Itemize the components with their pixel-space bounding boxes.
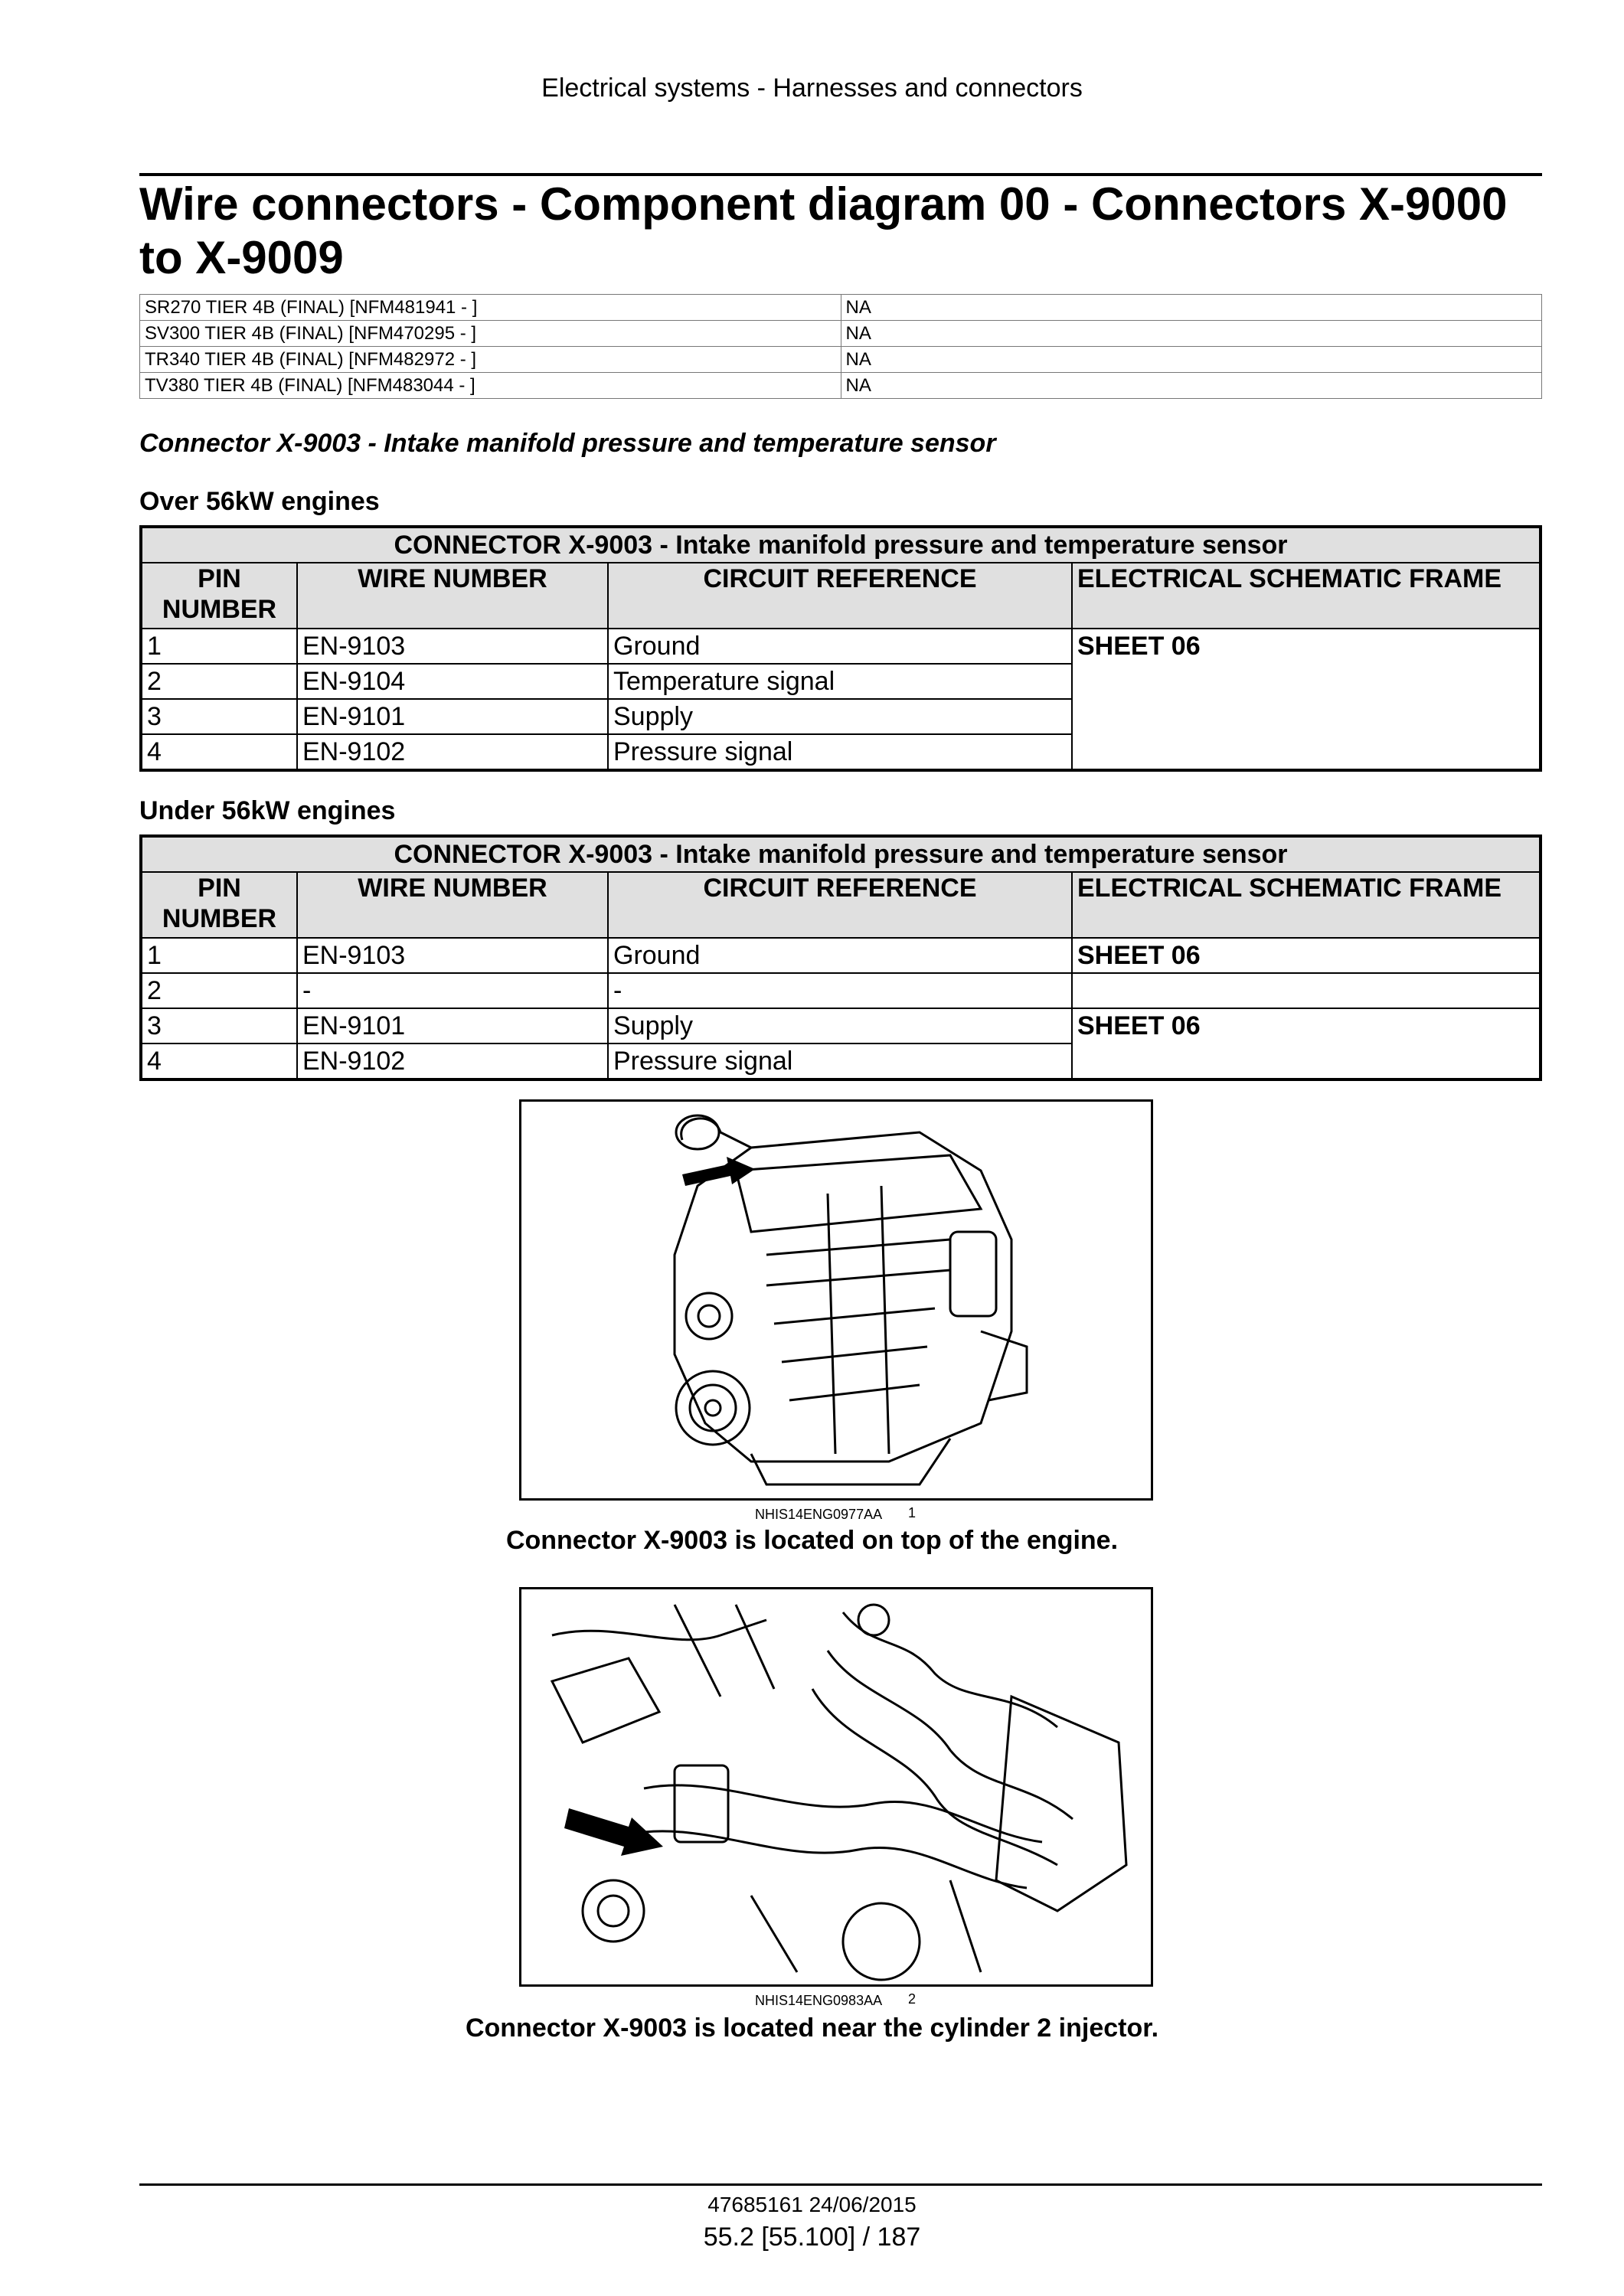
pin-cell: 1 — [141, 938, 297, 973]
table-row — [140, 295, 1542, 321]
injector-illustration — [521, 1589, 1151, 1984]
table-caption-row — [141, 836, 1541, 872]
model-applicability-table — [139, 294, 1542, 399]
figure-number: 1 — [908, 1505, 917, 1520]
model-name: SR270 TIER 4B (FINAL) [NFM481941 - ] — [140, 295, 841, 321]
table-row — [141, 938, 1541, 973]
frame-cell: SHEET 06 — [1072, 629, 1541, 770]
table-row — [141, 629, 1541, 664]
model-name: TV380 TIER 4B (FINAL) [NFM483044 - ] — [140, 373, 841, 399]
footer-doc-reference: 47685161 24/06/2015 — [707, 2193, 917, 2216]
frame-cell: SHEET 06 — [1072, 1008, 1541, 1079]
figure-caption: Connector X-9003 is located on top of the engine. — [505, 1526, 1119, 1555]
footer-rule — [139, 2183, 1542, 2186]
injector-figure — [519, 1587, 1153, 1987]
circuit-cell: Ground — [608, 938, 1072, 973]
page-title: Wire connectors - Component diagram 00 - Connectors X-9000 to X-9009 — [139, 178, 1508, 283]
pin-cell: 4 — [141, 734, 297, 770]
section-title: Connector X-9003 - Intake manifold pressure and temperature sensor — [139, 429, 996, 458]
model-value: NA — [841, 321, 1542, 347]
circuit-cell: Supply — [608, 699, 1072, 734]
wire-cell: EN-9103 — [297, 629, 608, 664]
column-header: ELECTRICAL SCHEMATIC FRAME — [1072, 872, 1541, 938]
pin-cell: 2 — [141, 664, 297, 699]
model-value: NA — [841, 347, 1542, 373]
column-header: PIN NUMBER — [141, 872, 297, 938]
table-row — [140, 321, 1542, 347]
figure-id: NHIS14ENG0977AA — [755, 1507, 883, 1522]
subtitle-under-56kw: Under 56kW engines — [139, 796, 396, 825]
subtitle-over-56kw: Over 56kW engines — [139, 487, 380, 516]
table-row — [141, 1008, 1541, 1043]
wire-cell: EN-9104 — [297, 664, 608, 699]
engine-illustration — [521, 1102, 1151, 1498]
frame-cell: SHEET 06 — [1072, 938, 1541, 973]
table-caption-row — [141, 527, 1541, 563]
connector-table-over-56kw — [139, 525, 1542, 772]
circuit-cell: Ground — [608, 629, 1072, 664]
circuit-cell: Temperature signal — [608, 664, 1072, 699]
pin-cell: 3 — [141, 1008, 297, 1043]
table-caption: CONNECTOR X-9003 - Intake manifold pressure and temperature sensor — [141, 527, 1541, 563]
connector-table-under-56kw — [139, 834, 1542, 1081]
table-row — [140, 373, 1542, 399]
circuit-cell: Pressure signal — [608, 734, 1072, 770]
column-header: PIN NUMBER — [141, 563, 297, 629]
wire-cell: EN-9103 — [297, 938, 608, 973]
wire-cell: EN-9102 — [297, 1043, 608, 1079]
figure-number: 2 — [908, 1991, 917, 2007]
column-header: CIRCUIT REFERENCE — [608, 872, 1072, 938]
circuit-cell: Pressure signal — [608, 1043, 1072, 1079]
model-name: SV300 TIER 4B (FINAL) [NFM470295 - ] — [140, 321, 841, 347]
table-row — [140, 347, 1542, 373]
wire-cell: EN-9101 — [297, 1008, 608, 1043]
circuit-cell: - — [608, 973, 1072, 1008]
pin-cell: 1 — [141, 629, 297, 664]
column-header: WIRE NUMBER — [297, 872, 608, 938]
pin-cell: 2 — [141, 973, 297, 1008]
model-name: TR340 TIER 4B (FINAL) [NFM482972 - ] — [140, 347, 841, 373]
running-header: Electrical systems - Harnesses and connectors — [541, 73, 1083, 103]
wire-cell: - — [297, 973, 608, 1008]
column-header: ELECTRICAL SCHEMATIC FRAME — [1072, 563, 1541, 629]
circuit-cell: Supply — [608, 1008, 1072, 1043]
frame-cell — [1072, 973, 1541, 1008]
engine-figure — [519, 1099, 1153, 1501]
table-row — [141, 973, 1541, 1008]
column-header: WIRE NUMBER — [297, 563, 608, 629]
table-header-row — [141, 872, 1541, 938]
figure-id: NHIS14ENG0983AA — [755, 1993, 883, 2008]
footer-page-number: 55.2 [55.100] / 187 — [703, 2223, 921, 2252]
table-caption: CONNECTOR X-9003 - Intake manifold pressure and temperature sensor — [141, 836, 1541, 872]
wire-cell: EN-9101 — [297, 699, 608, 734]
pin-cell: 3 — [141, 699, 297, 734]
column-header: CIRCUIT REFERENCE — [608, 563, 1072, 629]
title-rule — [139, 173, 1542, 176]
figure-caption: Connector X-9003 is located near the cylinder 2 injector. — [465, 2013, 1159, 2043]
pin-cell: 4 — [141, 1043, 297, 1079]
model-value: NA — [841, 295, 1542, 321]
table-header-row — [141, 563, 1541, 629]
model-value: NA — [841, 373, 1542, 399]
wire-cell: EN-9102 — [297, 734, 608, 770]
